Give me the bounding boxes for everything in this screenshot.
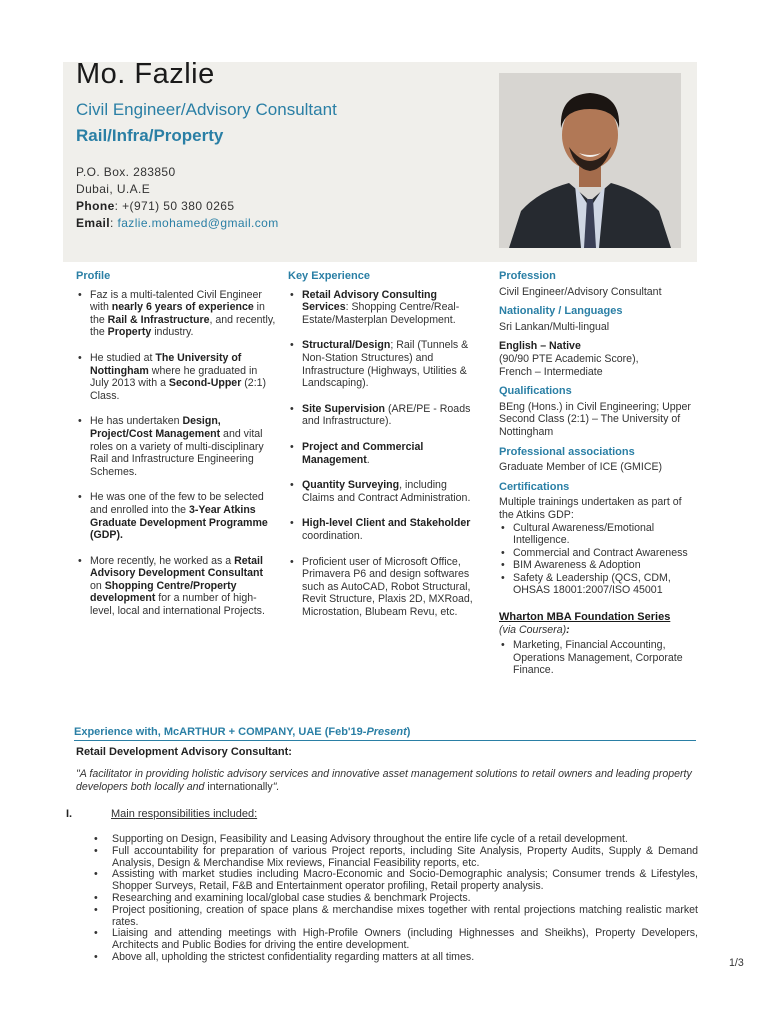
email-line: Email: fazlie.mohamed@gmail.com [76,216,279,230]
certifications-list [499,522,699,598]
email-link[interactable]: fazlie.mohamed@gmail.com [117,216,279,230]
employment-heading: Experience with, McARTHUR + COMPANY, UAE (Feb'19-Present) [74,726,696,741]
certification-item: • Safety & Leadership (QCS, CDM, OHSAS 18001:2007/ISO 45001 [499,572,699,597]
responsibilities-list [94,834,698,964]
french-level: French – Intermediate [499,365,603,378]
experience-item: • Retail Advisory Consulting Services: Shopping Centre/Real-Estate/Masterplan Development. [288,289,478,327]
nationality-heading: Nationality / Languages [499,305,623,318]
responsibility-item: • Assisting with market studies including Macro-Economic and Socio-Demographic analysis; Consumer trends & Lifestyles, Shopper Surveys, Retail, F&B and Entertainment operator profiling, Retail property analysis. [94,869,698,893]
section-numeral: I. [66,808,73,820]
certifications-intro: Multiple trainings undertaken as part of the Atkins GDP: [499,496,682,521]
experience-item: • High-level Client and Stakeholder coordination. [288,517,478,542]
certification-item: • BIM Awareness & Adoption [499,559,699,572]
qualifications-value: BEng (Hons.) in Civil Engineering; Upper Second Class (2:1) – The University of Nottingham [499,400,691,438]
profile-list [76,289,276,618]
experience-item: • Quantity Surveying, including Claims and Contract Administration. [288,479,478,504]
responsibility-item: • Liaising and attending meetings with High-Profile Owners (including Highnesses and Sheikhs), Property Developers, Architects and Public Bodies for driving the entire development. [94,928,698,952]
profile-item: • He studied at The University of Nottingham where he graduated in July 2013 with a Second-Upper (2:1) Class. [76,352,276,402]
experience-item: • Project and Commercial Management. [288,441,478,466]
responsibility-item: • Full accountability for preparation of various Project reports, including Site Analysis, Property Audits, Supply & Demand Analysis, Design & Merchandise Mix reviews, Financial Feasibility reports, etc. [94,846,698,870]
employment-quote: "A facilitator in providing holistic advisory services and innovative asset management solutions to retail owners and leading property developers both locally and internationally". [76,768,692,793]
experience-item: • Proficient user of Microsoft Office, Primavera P6 and design softwares such as AutoCAD, Robot Structural, Revit Structure, Plaxis 2D, MXRoad, Microstation, Blubeam Revu, etc. [288,556,478,619]
key-experience-heading: Key Experience [288,270,370,282]
profile-heading: Profile [76,270,111,282]
portrait-illustration [499,73,681,248]
employment-role: Retail Development Advisory Consultant: [76,746,292,758]
qualifications-heading: Qualifications [499,385,572,398]
certification-item: • Cultural Awareness/Emotional Intelligence. [499,522,699,547]
responsibility-item: • Project positioning, creation of space plans & merchandise mixes together with rental projections matching realistic market rates. [94,905,698,929]
profile-item: • He was one of the few to be selected and enrolled into the 3-Year Atkins Graduate Development Programme (GDP). [76,491,276,541]
wharton-heading: Wharton MBA Foundation Series [499,611,671,624]
certification-item: • Commercial and Contract Awareness [499,547,699,560]
responsibilities-heading: Main responsibilities included: [111,808,258,820]
english-detail: (90/90 PTE Academic Score), [499,352,639,365]
profile-item: • More recently, he worked as a Retail Advisory Development Consultant on Shopping Centre/Property development for a number of high-level, local and international Projects. [76,555,276,618]
wharton-item: • Marketing, Financial Accounting, Operations Management, Corporate Finance. [499,639,699,677]
address-line-2: Dubai, U.A.E [76,182,151,196]
experience-item: • Site Supervision (ARE/PE - Roads and Infrastructure). [288,403,478,428]
certifications-heading: Certifications [499,480,570,493]
key-experience-list [288,289,478,619]
responsibility-item: • Researching and examining local/global case studies & benchmark Projects. [94,893,698,905]
profile-item: • He has undertaken Design, Project/Cost Management and vital roles on a variety of multi-disciplinary Rail and Infrastructure Engineering Schemes. [76,415,276,478]
key-experience-section [288,270,478,631]
profession-value: Civil Engineer/Advisory Consultant [499,285,662,298]
profile-photo [499,73,681,248]
candidate-name: Mo. Fazlie [76,58,215,90]
wharton-list [499,639,699,677]
job-title: Civil Engineer/Advisory Consultant [76,100,337,119]
details-section [499,270,699,677]
associations-heading: Professional associations [499,445,635,458]
profile-item: • Faz is a multi-talented Civil Engineer with nearly 6 years of experience in the Rail & Infrastructure, and recently, the Property industry. [76,289,276,339]
page-number: 1/3 [729,957,744,969]
wharton-via: (via Coursera): [499,623,570,636]
phone-line: Phone: +(971) 50 380 0265 [76,199,235,213]
profile-section [76,270,276,631]
experience-item: • Structural/Design; Rail (Tunnels & Non-Station Structures) and Infrastructure (Highways, Utilities & Landscaping). [288,339,478,389]
profession-heading: Profession [499,270,556,282]
nationality-value: Sri Lankan/Multi-lingual [499,320,610,333]
sector-title: Rail/Infra/Property [76,126,224,145]
address-line-1: P.O. Box. 283850 [76,165,176,179]
english-label: English – Native [499,340,581,353]
responsibility-item: • Above all, upholding the strictest confidentiality regarding matters at all times. [94,952,698,964]
responsibility-item: • Supporting on Design, Feasibility and Leasing Advisory throughout the entire life cycle of a retail development. [94,834,698,846]
associations-value: Graduate Member of ICE (GMICE) [499,461,663,474]
